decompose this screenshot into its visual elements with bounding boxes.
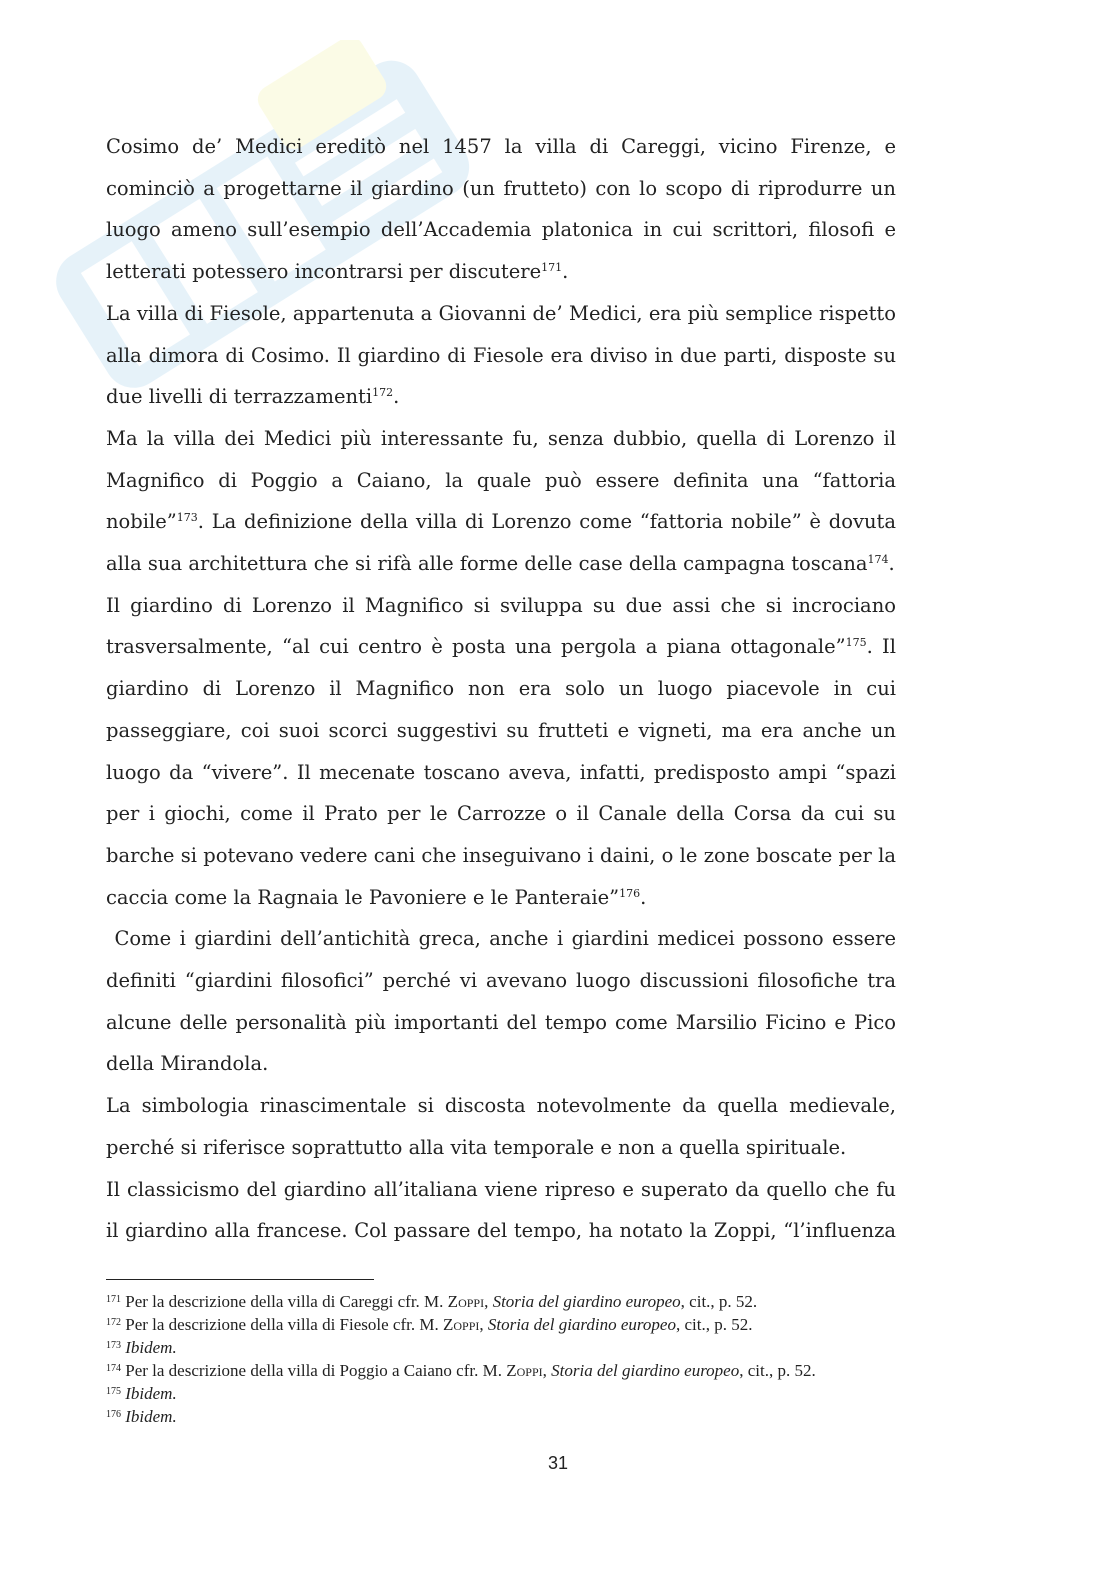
footnote-172: $^{172}$ Per la descrizione della villa di Fiesole cfr. M. Zoppi, Storia del giardino europeo, cit., p. 52.: [106, 1315, 753, 1334]
book-title: Storia del giardino europeo: [551, 1361, 740, 1380]
book-title: Storia del giardino europeo: [492, 1292, 681, 1311]
footnote-ref-175[interactable]: 175: [845, 636, 867, 650]
paragraph-lorenzo-garden: Il giardino di Lorenzo il Magnifico si sviluppa su due assi che si incrociano trasversalmente, “al cui centro è posta una pergola a piana ottagonale”$^{175}$. Il giardino di Lorenzo il Magnifico non era solo un luogo piacevole in cui passeggiare, coi suoi scorci suggestivi su frutteti e vigneti, ma era anche un luogo da “vivere”. Il mecenate toscano aveva, infatti, predisposto ampi “spazi per i giochi, come il Prato per le Carrozze o il Canale della Corsa da cui su barche si potevano vedere cani che inseguivano i daini, o le zone boscate per la caccia come la Ragnaia le Pavoniere e le Panteraie”$^{176}$.: [106, 593, 896, 909]
paragraph-fiesole: La villa di Fiesole, appartenuta a Giovanni de’ Medici, era più semplice rispetto alla dimora di Cosimo. Il giardino di Fiesole era diviso in due parti, disposte su due livelli di terrazzamenti$^{172}$.: [106, 301, 896, 409]
footnote-175: $^{175}$ Ibidem.: [106, 1384, 177, 1403]
paragraph-careggi: Cosimo de’ Medici ereditò nel 1457 la villa di Careggi, vicino Firenze, e cominciò a progettarne il giardino (un frutteto) con lo scopo di riprodurre un luogo ameno sull’esempio dell’Accademia platonica in cui scrittori, filosofi e letterati potessero incontrarsi per discutere$^{171}$.: [106, 135, 896, 284]
footnote-ref-176[interactable]: 176: [619, 886, 641, 900]
body-text: [106, 126, 903, 1252]
page-number: 31: [547, 1453, 569, 1473]
paragraph-classicism: Il classicismo del giardino all’italiana viene ripreso e superato da quello che fu il giardino alla francese. Col passare del tempo, ha notato la Zoppi, “l’influenza: [106, 1177, 896, 1243]
footnote-ref-173[interactable]: 173: [176, 511, 198, 525]
paragraph-poggio-a-caiano: Ma la villa dei Medici più interessante fu, senza dubbio, quella di Lorenzo il Magnifico di Poggio a Caiano, la quale può essere definita una “fattoria nobile”$^{173}$. La definizione della villa di Lorenzo come “fattoria nobile” è dovuta alla sua architettura che si rifà alle forme delle case della campagna toscana$^{174}$.: [106, 426, 896, 576]
footnotes: [106, 1290, 896, 1428]
footnote-ref-172[interactable]: 172: [372, 386, 394, 400]
book-title: Storia del giardino europeo: [487, 1315, 676, 1334]
footnote-176: $^{176}$ Ibidem.: [106, 1407, 177, 1426]
footnote-173: $^{173}$ Ibidem.: [106, 1338, 177, 1357]
footnote-174: $^{174}$ Per la descrizione della villa di Poggio a Caiano cfr. M. Zoppi, Storia del giardino europeo, cit., p. 52.: [106, 1361, 816, 1380]
footnote-171: $^{171}$ Per la descrizione della villa di Careggi cfr. M. Zoppi, Storia del giardino europeo, cit., p. 52.: [106, 1292, 758, 1311]
footnote-ref-174[interactable]: 174: [867, 553, 889, 567]
footnote-divider: [106, 1279, 374, 1280]
footnote-ref-171[interactable]: 171: [541, 261, 563, 275]
paragraph-symbolism: La simbologia rinascimentale si discosta notevolmente da quella medievale, perché si riferisce soprattutto alla vita temporale e non a quella spirituale.: [106, 1094, 896, 1159]
paragraph-philosophical-gardens: Come i giardini dell’antichità greca, anche i giardini medicei possono essere definiti “giardini filosofici” perché vi avevano luogo discussioni filosofiche tra alcune delle personalità più importanti del tempo come Marsilio Ficino e Pico della Mirandola.: [106, 927, 903, 1076]
